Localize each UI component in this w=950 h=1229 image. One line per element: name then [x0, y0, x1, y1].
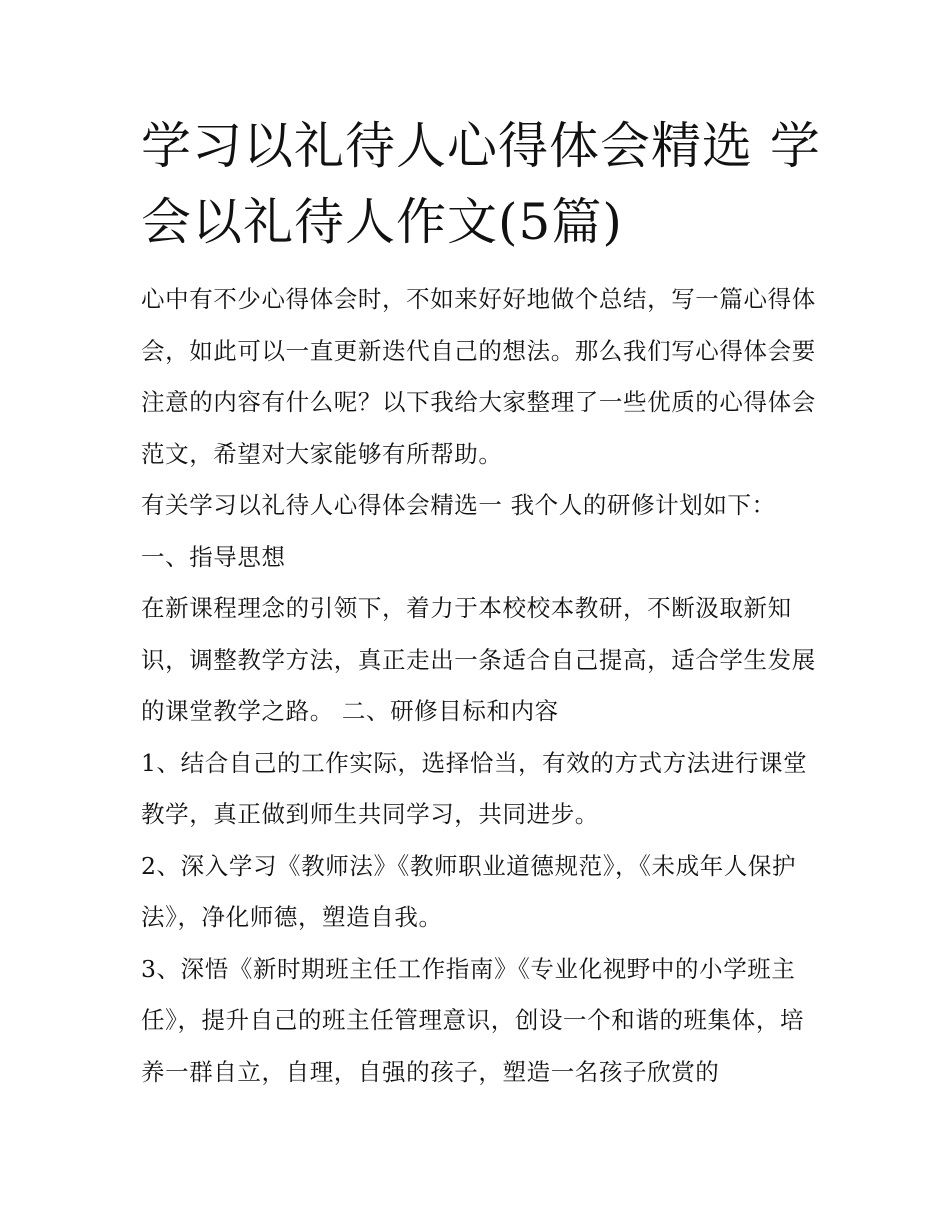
document-content — [141, 108, 821, 1098]
list-item-1: 1、结合自己的工作实际，选择恰当，有效的方式方法进行课堂教学，真正做到师生共同学习，共同进步。 — [141, 748, 808, 828]
list-item-3: 3、深悟《新时期班主任工作指南》《专业化视野中的小学班主任》，提升自己的班主任管理意识，创设一个和谐的班集体，培养一群自立，自理，自强的孩子，塑造一名孩子欣赏的 — [141, 954, 805, 1086]
document-title: 学习以礼待人心得体会精选 学会以礼待人作文(5篇) — [141, 117, 821, 251]
paragraph-intro: 心中有不少心得体会时，不如来好好地做个总结，写一篇心得体会，如此可以一直更新迭代自己的想法。那么我们写心得体会要注意的内容有什么呢？以下我给大家整理了一些优质的心得体会范文，希望对大家能够有所帮助。 — [141, 285, 816, 468]
list-item-2: 2、深入学习《教师法》《教师职业道德规范》，《未成年人保护法》，净化师德，塑造自我。 — [141, 851, 797, 931]
paragraph-guiding-thought: 在新课程理念的引领下，着力于本校校本教研，不断汲取新知识，调整教学方法，真正走出一条适合自己提高，适合学生发展的课堂教学之路。 二、研修目标和内容 — [141, 594, 816, 725]
section-heading-guiding-thought: 一、指导思想 — [141, 542, 286, 571]
paragraph-plan-heading: 有关学习以礼待人心得体会精选一 我个人的研修计划如下： — [141, 491, 776, 519]
document-body — [141, 274, 821, 1098]
